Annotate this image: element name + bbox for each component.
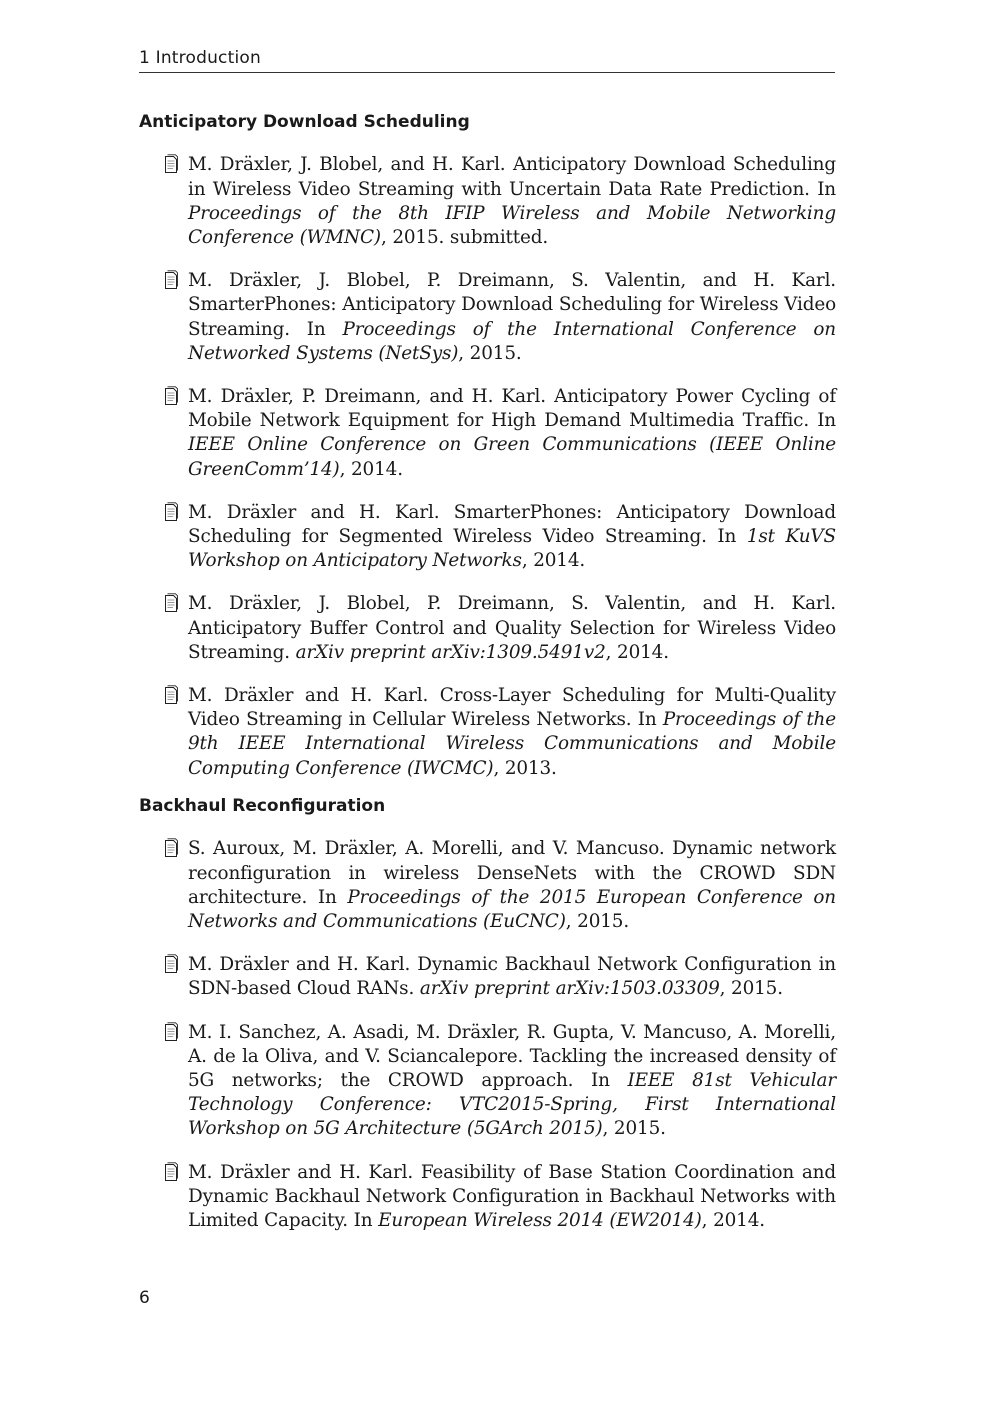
entry-authors: M. Dräxler and H. Karl. [188, 954, 411, 976]
section-heading: Anticipatory Download Scheduling [139, 112, 470, 132]
entry-authors: M. Dräxler, P. Dreimann, and H. Karl. [188, 386, 546, 408]
entry-title: Tackling the increased density of 5G networks; the CROWD approach. [188, 1045, 837, 1092]
entry-title: Feasibility of Base Station Coordination and Dynamic Backhaul Network Configuration in Backhaul Networks with Limited Capacity. [188, 1161, 836, 1232]
entry-tail: , 2013. [493, 757, 557, 779]
document-icon [164, 1162, 178, 1182]
entry-in-prefix: In [637, 709, 657, 731]
publication-entry [139, 1161, 836, 1234]
entry-in-prefix: In [717, 526, 737, 548]
section-anticipatory-download-scheduling [139, 109, 836, 800]
section-heading: Backhaul Reconfiguration [139, 796, 386, 816]
entry-tail: , 2014. [701, 1210, 765, 1232]
document-icon [164, 270, 178, 290]
publication-entry [139, 1021, 836, 1142]
entry-title: Dynamic network reconfiguration in wireless DenseNets with the CROWD SDN architecture. [188, 838, 836, 908]
publication-entry [139, 837, 836, 934]
entry-authors: M. Dräxler, J. Blobel, P. Dreimann, S. Valentin, and H. Karl. [188, 593, 836, 615]
entry-in-prefix: In [817, 178, 836, 200]
entry-authors: M. Dräxler, J. Blobel, P. Dreimann, S. Valentin, and H. Karl. [188, 270, 836, 292]
entry-tail: , 2014. [339, 458, 403, 480]
document-icon [164, 1022, 178, 1042]
entry-title: Cross-Layer Scheduling for Multi-Quality Video Streaming in Cellular Wireless Networks. [188, 685, 836, 731]
publication-entry [139, 385, 836, 482]
entry-tail: , 2014. [605, 641, 669, 663]
running-head [139, 46, 835, 73]
entry-authors: M. I. Sanchez, A. Asadi, M. Dräxler, R. Gupta, V. Mancuso, A. Morelli, A. de la Oliva, and V. Sciancalepore. [188, 1021, 836, 1067]
entry-title: SmarterPhones: Anticipatory Download Scheduling for Segmented Wireless Video Streaming. [188, 501, 836, 548]
page-number: 6 [139, 1288, 150, 1308]
entry-title: SmarterPhones: Anticipatory Download Scheduling for Wireless Video Streaming. [188, 294, 836, 340]
entry-tail: , 2015. submitted. [380, 227, 549, 248]
entry-authors: M. Dräxler, J. Blobel, and H. Karl. [188, 154, 506, 176]
entry-title: Dynamic Backhaul Network Configuration in SDN-based Cloud RANs. [188, 954, 836, 1000]
entry-venue: 1st KuVS Workshop on Anticipatory Networks [188, 526, 836, 572]
entry-in-prefix: In [306, 318, 326, 340]
entry-authors: M. Dräxler and H. Karl. [188, 501, 440, 523]
entry-tail: , 2015. [719, 978, 783, 1000]
publication-entry [139, 269, 836, 366]
entry-title: Anticipatory Buffer Control and Quality Selection for Wireless Video Streaming. [188, 617, 836, 663]
publication-entry [139, 684, 836, 781]
document-icon [164, 838, 178, 858]
entry-venue: Proceedings of the 9th IEEE International Wireless Communications and Mobile Computing Conference (IWCMC) [188, 709, 836, 779]
entry-tail: , 2015. [565, 911, 630, 932]
entry-authors: M. Dräxler and H. Karl. [188, 685, 429, 707]
entry-venue: Proceedings of the 8th IFIP Wireless and Mobile Networking Conference (WMNC) [188, 202, 836, 248]
entry-in-prefix: In [591, 1070, 610, 1092]
document-icon [164, 502, 178, 522]
running-title: 1 Introduction [139, 48, 261, 68]
publication-entry [139, 953, 836, 1001]
section-backhaul-reconfiguration [139, 793, 836, 1252]
entry-venue: Proceedings of the 2015 European Conference on Networks and Communications (EuCNC) [188, 886, 836, 932]
document-icon [164, 954, 178, 974]
publication-entry [139, 501, 836, 574]
entry-venue: European Wireless 2014 (EW2014) [378, 1210, 702, 1232]
entry-venue: Proceedings of the International Conference on Networked Systems (NetSys) [188, 318, 836, 364]
entry-venue: arXiv preprint arXiv:1503.03309 [419, 978, 720, 1000]
entry-tail: , 2015. [602, 1118, 666, 1140]
entry-authors: S. Auroux, M. Dräxler, A. Morelli, and V. Mancuso. [188, 838, 665, 860]
entry-venue: IEEE 81st Vehicular Technology Conference: VTC2015-Spring, First International Workshop on 5G Architecture (5GArch 2015) [188, 1070, 836, 1140]
entry-title: Anticipatory Download Scheduling in Wireless Video Streaming with Uncertain Data Rate Prediction. [188, 154, 836, 200]
entry-title: Anticipatory Power Cycling of Mobile Network Equipment for High Demand Multimedia Traffic. [188, 386, 836, 432]
entry-in-prefix: In [353, 1210, 373, 1232]
entry-tail: , 2014. [521, 550, 586, 572]
entry-venue: IEEE Online Conference on Green Communications (IEEE Online GreenComm’14) [188, 434, 836, 480]
publication-entry [139, 592, 836, 665]
document-icon [164, 685, 178, 705]
entry-authors: M. Dräxler and H. Karl. [188, 1161, 414, 1183]
entry-venue: arXiv preprint arXiv:1309.5491v2 [295, 641, 606, 663]
document-icon [164, 154, 178, 174]
entry-in-prefix: In [317, 886, 337, 908]
entry-tail: , 2015. [458, 342, 522, 364]
document-icon [164, 593, 178, 613]
document-icon [164, 386, 178, 406]
publication-entry [139, 153, 836, 250]
entry-in-prefix: In [817, 410, 836, 432]
